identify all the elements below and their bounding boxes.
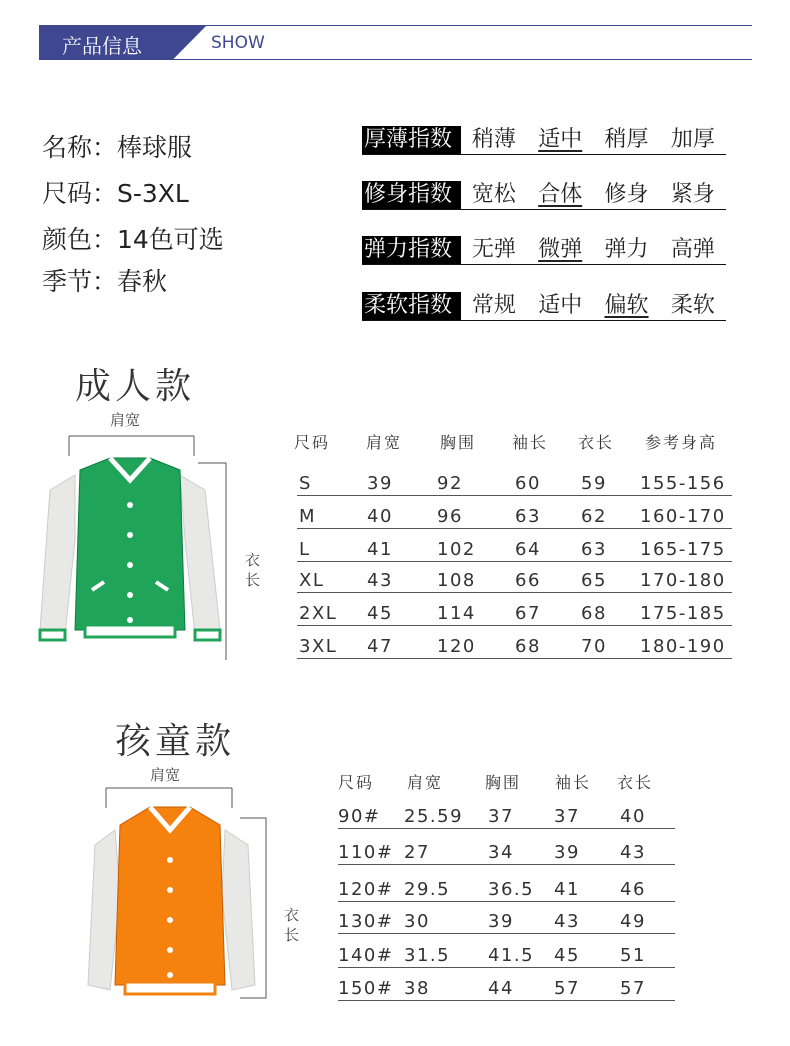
table-cell: 43: [620, 842, 646, 863]
index-option: 偏软: [604, 293, 649, 318]
table-row: [338, 879, 675, 902]
table-cell: 40: [367, 506, 393, 527]
info-name: 名称：棒球服: [42, 133, 193, 162]
table-cell: 68: [515, 636, 541, 657]
table-cell: 165-175: [640, 539, 726, 560]
index-option: 适中: [538, 127, 583, 152]
table-row: [297, 506, 732, 529]
table-cell: 39: [554, 842, 580, 863]
kids-length-label: 衣长: [284, 906, 300, 944]
table-cell: 2XL: [299, 603, 338, 624]
table-row: [338, 842, 675, 865]
index-label: 修身指数: [362, 181, 461, 209]
table-row: [338, 911, 675, 934]
table-cell: 63: [581, 539, 607, 560]
table-cell: 114: [437, 603, 476, 624]
table-header: 袖长: [512, 433, 549, 452]
table-cell: 30: [404, 911, 430, 932]
table-row: [297, 636, 732, 659]
info-color: 颜色：14色可选: [42, 225, 224, 254]
table-cell: 63: [515, 506, 541, 527]
table-cell: 57: [554, 978, 580, 999]
table-cell: 90#: [338, 806, 381, 827]
table-cell: 36.5: [488, 879, 535, 900]
index-option: 弹力: [604, 237, 649, 262]
kids-title: 孩童款: [115, 721, 236, 762]
index-option: 高弹: [670, 237, 715, 262]
table-cell: 140#: [338, 945, 394, 966]
table-cell: 68: [581, 603, 607, 624]
table-cell: 40: [620, 806, 646, 827]
table-row: [297, 603, 732, 626]
table-header: 衣长: [617, 773, 654, 792]
index-option: 稍薄: [471, 127, 516, 152]
table-header: 胸围: [485, 773, 522, 792]
table-cell: 51: [620, 945, 646, 966]
table-cell: 41.5: [488, 945, 535, 966]
table-header: 胸围: [440, 433, 477, 452]
index-label: 厚薄指数: [362, 126, 461, 154]
table-cell: 44: [488, 978, 514, 999]
table-cell: 45: [554, 945, 580, 966]
table-cell: 96: [437, 506, 463, 527]
table-cell: 38: [404, 978, 430, 999]
table-cell: 64: [515, 539, 541, 560]
table-cell: 102: [437, 539, 476, 560]
kids-shoulder-label: 肩宽: [150, 766, 181, 784]
table-cell: 60: [515, 473, 541, 494]
table-header: 尺码: [294, 433, 331, 452]
index-option: 宽松: [471, 182, 516, 207]
table-header: 参考身高: [645, 433, 718, 452]
table-cell: 43: [367, 570, 393, 591]
table-cell: 150#: [338, 978, 394, 999]
table-cell: 27: [404, 842, 430, 863]
table-cell: 3XL: [299, 636, 338, 657]
index-row: [362, 234, 726, 265]
index-option: 加厚: [670, 127, 715, 152]
table-cell: 47: [367, 636, 393, 657]
index-option: 常规: [471, 293, 516, 318]
index-option: 柔软: [670, 293, 715, 318]
index-option: 无弹: [471, 237, 516, 262]
adult-length-label: 衣长: [245, 551, 261, 589]
header-bottom-line: [39, 59, 752, 60]
table-row: [297, 473, 732, 496]
table-cell: 155-156: [640, 473, 726, 494]
table-header: 衣长: [578, 433, 615, 452]
index-row: [362, 179, 726, 210]
table-cell: 57: [620, 978, 646, 999]
table-cell: 70: [581, 636, 607, 657]
table-cell: 180-190: [640, 636, 726, 657]
adult-jacket-image: [30, 430, 240, 660]
table-cell: 43: [554, 911, 580, 932]
table-header: 肩宽: [407, 773, 444, 792]
table-row: [297, 539, 732, 562]
table-row: [338, 945, 675, 968]
table-cell: 130#: [338, 911, 394, 932]
table-cell: 31.5: [404, 945, 451, 966]
table-cell: M: [299, 506, 317, 527]
table-cell: 59: [581, 473, 607, 494]
info-size: 尺码：S-3XL: [42, 179, 189, 208]
table-cell: L: [299, 539, 311, 560]
index-option: 合体: [538, 182, 583, 207]
table-cell: XL: [299, 570, 325, 591]
table-cell: 175-185: [640, 603, 726, 624]
table-cell: 46: [620, 879, 646, 900]
header-title: 产品信息: [62, 34, 142, 58]
table-cell: 62: [581, 506, 607, 527]
table-cell: 37: [488, 806, 514, 827]
index-option: 稍厚: [604, 127, 649, 152]
table-cell: 25.59: [404, 806, 464, 827]
table-row: [338, 806, 675, 829]
kids-jacket-image: [80, 785, 280, 1005]
table-cell: 34: [488, 842, 514, 863]
table-cell: 49: [620, 911, 646, 932]
table-cell: 39: [367, 473, 393, 494]
header-subtitle: SHOW: [211, 33, 265, 53]
table-cell: 67: [515, 603, 541, 624]
table-row: [297, 570, 732, 593]
index-label: 柔软指数: [362, 292, 461, 320]
table-cell: 37: [554, 806, 580, 827]
table-cell: 66: [515, 570, 541, 591]
index-option: 紧身: [670, 182, 715, 207]
index-option: 修身: [604, 182, 649, 207]
table-cell: 120: [437, 636, 476, 657]
table-row: [338, 978, 675, 1001]
table-cell: 29.5: [404, 879, 451, 900]
table-cell: 41: [367, 539, 393, 560]
table-cell: S: [299, 473, 312, 494]
index-label: 弹力指数: [362, 236, 461, 264]
table-cell: 65: [581, 570, 607, 591]
table-cell: 110#: [338, 842, 394, 863]
table-header: 尺码: [338, 773, 375, 792]
index-row: [362, 124, 726, 155]
table-cell: 120#: [338, 879, 394, 900]
table-cell: 92: [437, 473, 463, 494]
table-header: 肩宽: [366, 433, 403, 452]
table-cell: 160-170: [640, 506, 726, 527]
adult-shoulder-label: 肩宽: [110, 411, 141, 429]
index-option: 微弹: [538, 237, 583, 262]
table-cell: 39: [488, 911, 514, 932]
table-cell: 45: [367, 603, 393, 624]
table-cell: 41: [554, 879, 580, 900]
adult-title: 成人款: [75, 366, 196, 407]
table-cell: 108: [437, 570, 476, 591]
table-cell: 170-180: [640, 570, 726, 591]
index-option: 适中: [538, 293, 583, 318]
info-season: 季节：春秋: [42, 267, 168, 296]
index-row: [362, 290, 726, 321]
table-header: 袖长: [555, 773, 592, 792]
